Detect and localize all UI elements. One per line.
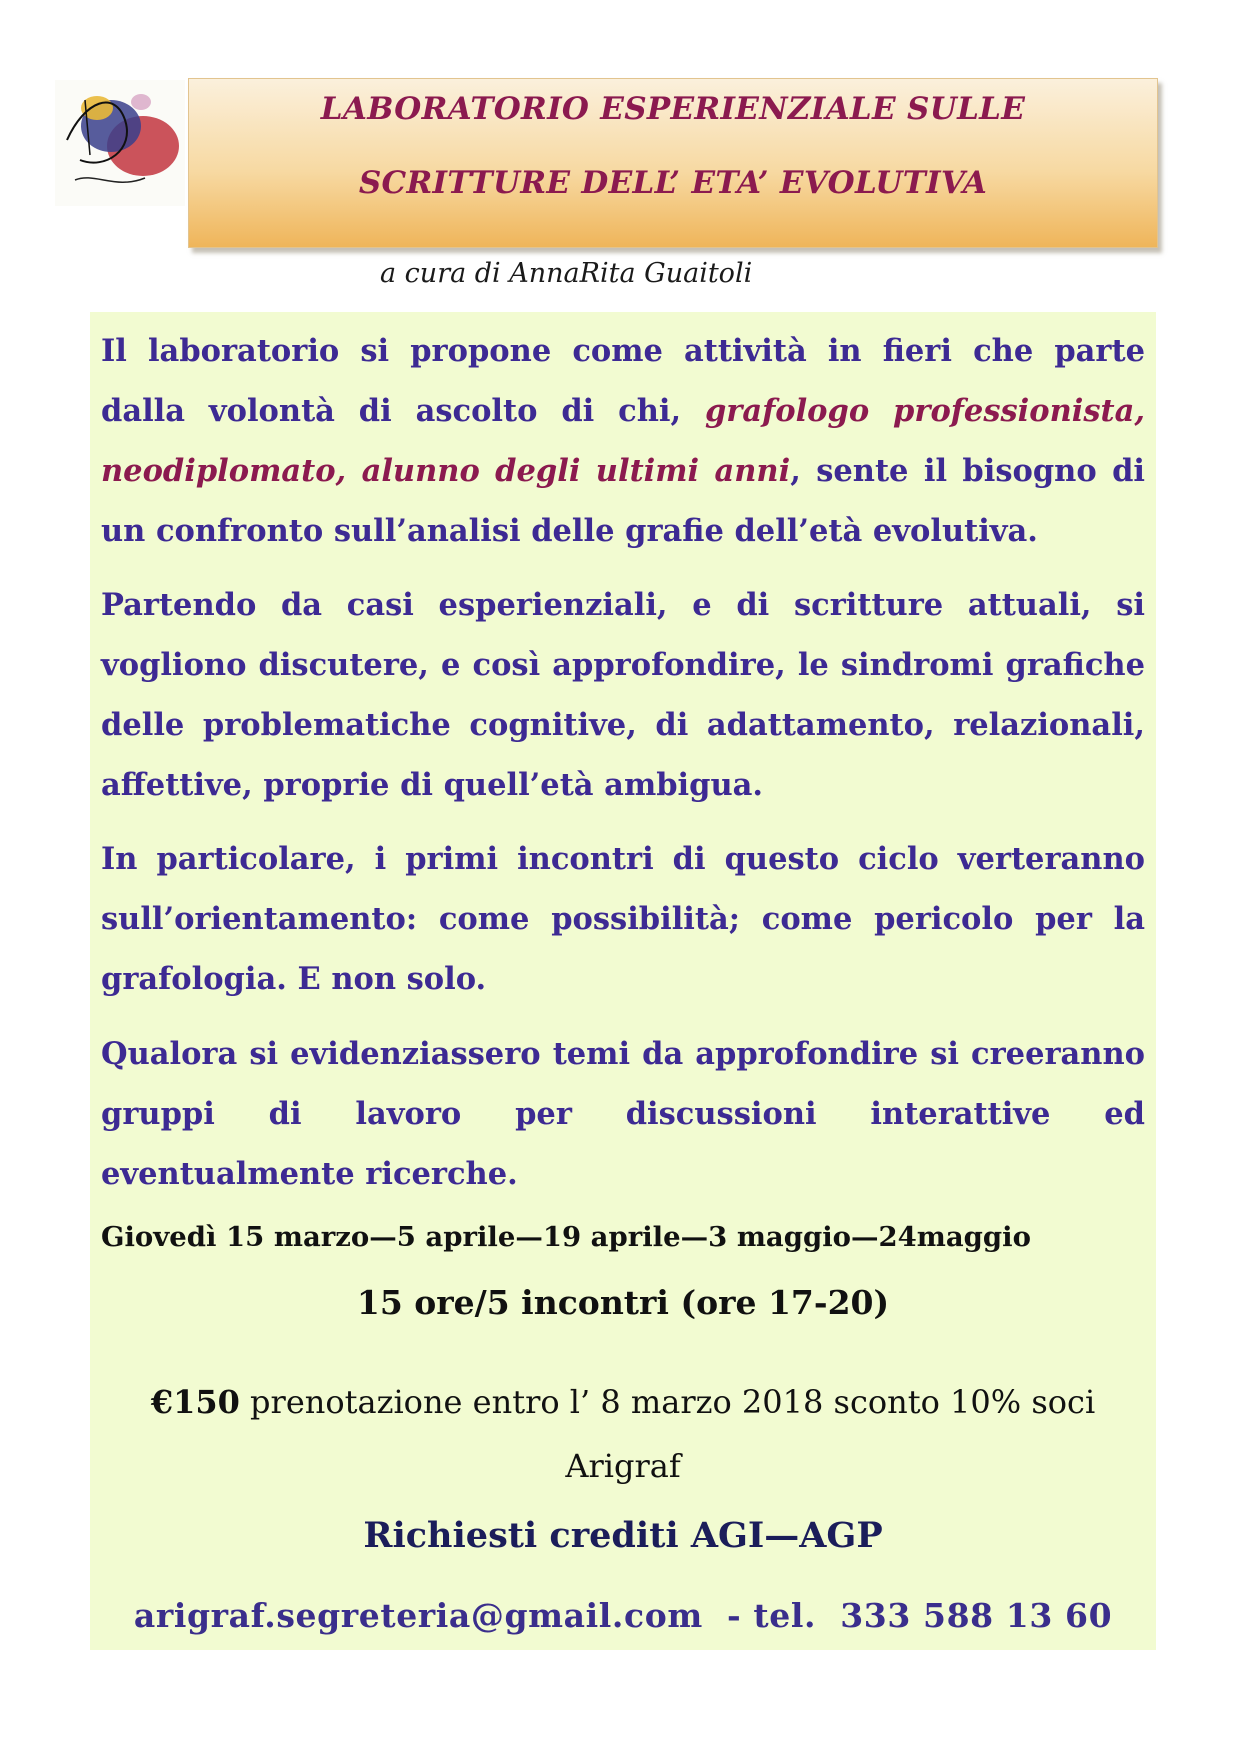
paragraph-cases: Partendo da casi esperienziali, e di scritture attuali, si vogliono discutere, e così approfondire, le sindromi grafiche delle problematiche cognitive, di adattamento, relazionali, affettive, proprie di quell’età ambigua. — [101, 587, 1145, 803]
schedule-hours: 15 ore/5 incontri (ore 17-20) — [356, 1283, 890, 1322]
curator-text: a cura di AnnaRita Guaitoli — [380, 258, 753, 289]
intro-emphasis: grafologo professionista, neodiplomato, alunno degli ultimi anni — [101, 393, 1145, 489]
paragraph-orientation: In particolare, i primi incontri di questo ciclo verteranno sull’orientamento: come possibilità; come pericolo per la grafologia. E non solo. — [101, 841, 1145, 997]
price-note: prenotazione entro l’ 8 marzo 2018 sconto 10% soci Arigraf — [239, 1383, 1096, 1485]
price-info — [90, 1370, 1156, 1498]
title-line-1: LABORATORIO ESPERIENZIALE SULLE — [320, 91, 1026, 127]
contact-info[interactable]: arigraf.segreteria@gmail.com - tel. 333 588 13 60 — [133, 1596, 1113, 1635]
credits-info: Richiesti crediti AGI—AGP — [363, 1515, 883, 1556]
intro-text-b: , sente il bisogno di un confronto sull’analisi delle grafie dell’età evolutiva. — [101, 453, 1145, 549]
paragraph-intro — [101, 321, 1145, 561]
paragraph-groups: Qualora si evidenziassero temi da approfondire si creeranno gruppi di lavoro per discussioni interattive ed eventualmente ricerche. — [101, 1036, 1145, 1192]
price-amount: €150 — [150, 1383, 240, 1421]
title-banner — [188, 78, 1158, 248]
arigraf-logo-icon — [55, 80, 185, 206]
schedule-dates: Giovedì 15 marzo—5 aprile—19 aprile—3 maggio—24maggio — [101, 1221, 1031, 1253]
title-line-2: SCRITTURE DELL’ ETA’ EVOLUTIVA — [358, 165, 988, 201]
intro-text-a: Il laboratorio si propone come attività in fieri che parte dalla volontà di ascolto di chi, — [101, 333, 1145, 429]
